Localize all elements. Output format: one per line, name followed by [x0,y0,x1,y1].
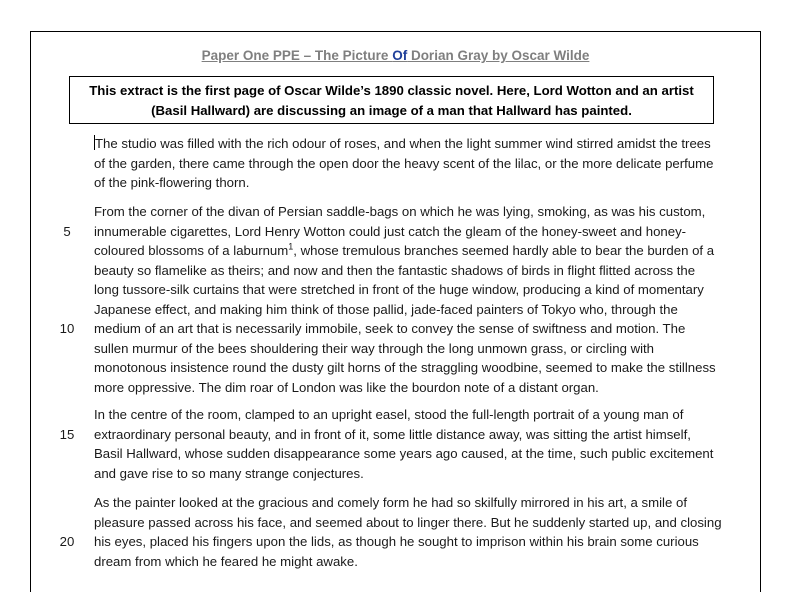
paragraph-2 [94,202,744,397]
line-number: 5 [63,224,71,239]
paragraph-line [94,134,744,154]
paragraph-line: As the painter looked at the gracious and comely form he had so skilfully mirrored in his art, a smile of [94,495,687,510]
paragraph-line: In the centre of the room, clamped to an upright easel, stood the full-length portrait of a young man of [94,407,684,422]
document-page [30,31,761,592]
paragraph-line: Japanese effect, and making him think of those pallid, jade-faced painters of Tokyo who, through the [94,301,678,317]
paragraph-line: pleasure passed across his face, and seemed about to linger there. But he suddenly started up, and closing [94,514,722,530]
footnote-marker[interactable]: 1 [288,241,294,252]
paragraph-line: dream from which he feared he might awake. [94,553,358,569]
paragraph-line: more oppressive. The dim roar of London was like the bourdon note of a distant organ. [94,379,599,395]
paragraph-line: Basil Hallward, whose sudden disappearance some years ago caused, at the time, such public excitement [94,446,714,461]
paragraph-line: of the pink-flowering thorn. [94,175,250,190]
paragraph-line: and gave rise to so many strange conjectures. [94,465,364,481]
paragraph-line: medium of an art that is necessarily immobile, seek to convey the sense of swiftness and motion. The [94,321,686,336]
line-text: The studio was filled with the rich odour of roses, and when the light summer wind stirred amidst the trees [95,136,711,151]
paragraph-line: his eyes, placed his fingers upon the lids, as though he sought to imprison within his brain some curious [94,534,699,549]
line-number: 10 [59,321,75,336]
intro-box: This extract is the first page of Oscar Wilde’s 1890 classic novel. Here, Lord Wotton and an artist (Basil Hallward) are discussing an image of a man that Hallward has painted. [69,76,714,124]
paragraph-line: sullen murmur of the bees shouldering their way through the long unmown grass, or circling with [94,340,655,356]
paragraph-line: monotonous insistence round the dusty gilt horns of the straggling woodbine, seemed to make the stillness [94,360,716,375]
paragraph-line: beauty so flamelike as theirs; and now and then the fantastic shadows of birds in flight flitted across the [94,262,696,278]
title-text-of: Of [392,48,408,63]
paragraph-line: extraordinary personal beauty, and in front of it, some little distance away, was sitting the artist himself, [94,426,691,442]
paragraph-1 [94,134,744,193]
title-text-part1: Paper One PPE – The Picture [201,48,393,63]
line-number: 15 [59,427,75,442]
paragraph-line: of the garden, there came through the open door the heavy scent of the lilac, or the more delicate perfume [94,155,714,171]
paragraph-3 [94,405,744,483]
paragraph-line: innumerable cigarettes, Lord Henry Wotton could just catch the gleam of the honey-sweet and honey- [94,223,687,239]
title-text-part2: Dorian Gray by Oscar Wilde [407,48,590,63]
line-text: coloured blossoms of a laburnum [94,243,289,258]
line-text: , whose tremulous branches seemed hardly able to bear the burden of a [293,243,715,258]
paragraph-4 [94,493,744,571]
document-title [31,48,760,63]
paragraph-line: long tussore-silk curtains that were stretched in front of the huge window, producing a kind of momentary [94,282,704,297]
line-number: 20 [59,534,75,549]
paragraph-line: From the corner of the divan of Persian saddle-bags on which he was lying, smoking, as was his custom, [94,204,706,219]
paragraph-line [94,241,744,261]
